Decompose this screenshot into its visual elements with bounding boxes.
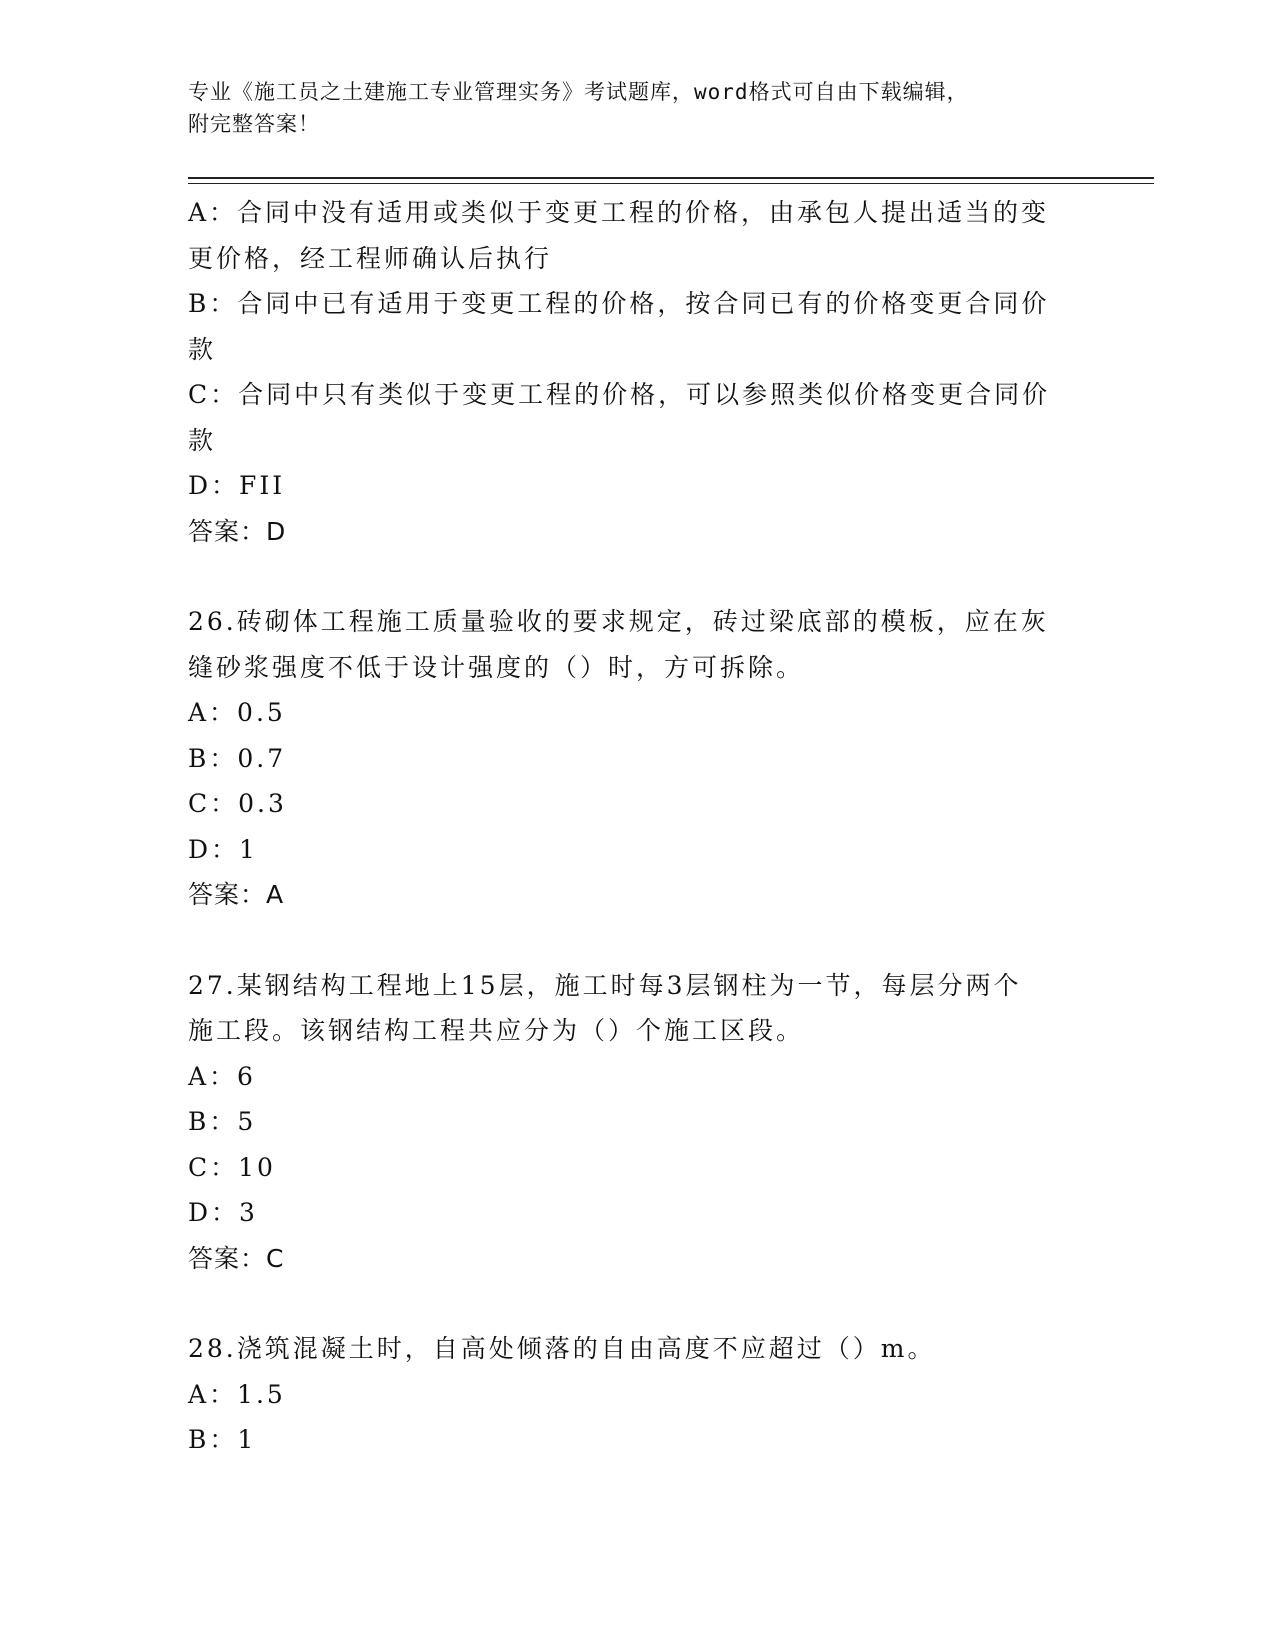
q27-stem-line-1: 27.某钢结构工程地上15层，施工时每3层钢柱为一节，每层分两个 [188,970,1022,1000]
q26-stem-line-2: 缝砂浆强度不低于设计强度的（）时，方可拆除。 [188,652,805,682]
q28-option-b: B：1 [188,1425,257,1454]
q28-option-a: A：1.5 [188,1379,286,1409]
question-list [188,190,1088,1463]
question-27 [188,963,1088,1282]
q25-option-d: D：FII [188,471,286,500]
q27-option-b: B：5 [188,1107,257,1136]
q25-option-c-line-1: C：合同中只有类似于变更工程的价格，可以参照类似价格变更合同价 [188,380,1051,409]
question-25 [188,190,1088,554]
question-28 [188,1326,1088,1463]
q26-stem-line-1: 26.砖砌体工程施工质量验收的要求规定，砖过梁底部的模板，应在灰 [188,607,1049,636]
q25-option-b-line-2: 款 [188,334,217,364]
q26-option-b: B：0.7 [188,743,287,773]
q27-stem-line-2: 施工段。该钢结构工程共应分为（）个施工区段。 [188,1016,805,1045]
q25-answer: 答案：D [188,516,287,546]
q28-stem-line-1: 28.浇筑混凝土时，自高处倾落的自由高度不应超过（）m。 [188,1334,936,1363]
header-rule-thin [188,183,1154,184]
q25-option-c-line-2: 款 [188,425,217,455]
q26-option-c: C：0.3 [188,789,287,818]
header-line-2: 附完整答案！ [188,112,320,136]
q26-option-a: A：0.5 [188,698,286,727]
q26-answer: 答案：A [188,880,285,909]
q27-option-c: C：10 [188,1152,276,1182]
header-line-1: 专业《施工员之土建施工专业管理实务》考试题库，word格式可自由下载编辑， [188,80,969,104]
question-26 [188,599,1088,918]
q25-option-a-line-1: A：合同中没有适用或类似于变更工程的价格，由承包人提出适当的变 [188,198,1050,227]
q26-option-d: D：1 [188,834,258,864]
question-spacer [188,1281,1088,1326]
q27-option-a: A：6 [188,1061,256,1091]
document-header [188,76,1068,140]
q27-answer: 答案：C [188,1243,285,1273]
q25-option-a-line-2: 更价格，经工程师确认后执行 [188,243,553,273]
header-rule-thick [188,177,1154,179]
question-spacer [188,554,1088,599]
q27-option-d: D：3 [188,1198,258,1227]
question-spacer [188,918,1088,963]
q25-option-b-line-1: B：合同中已有适用于变更工程的价格，按合同已有的价格变更合同价 [188,289,1050,318]
